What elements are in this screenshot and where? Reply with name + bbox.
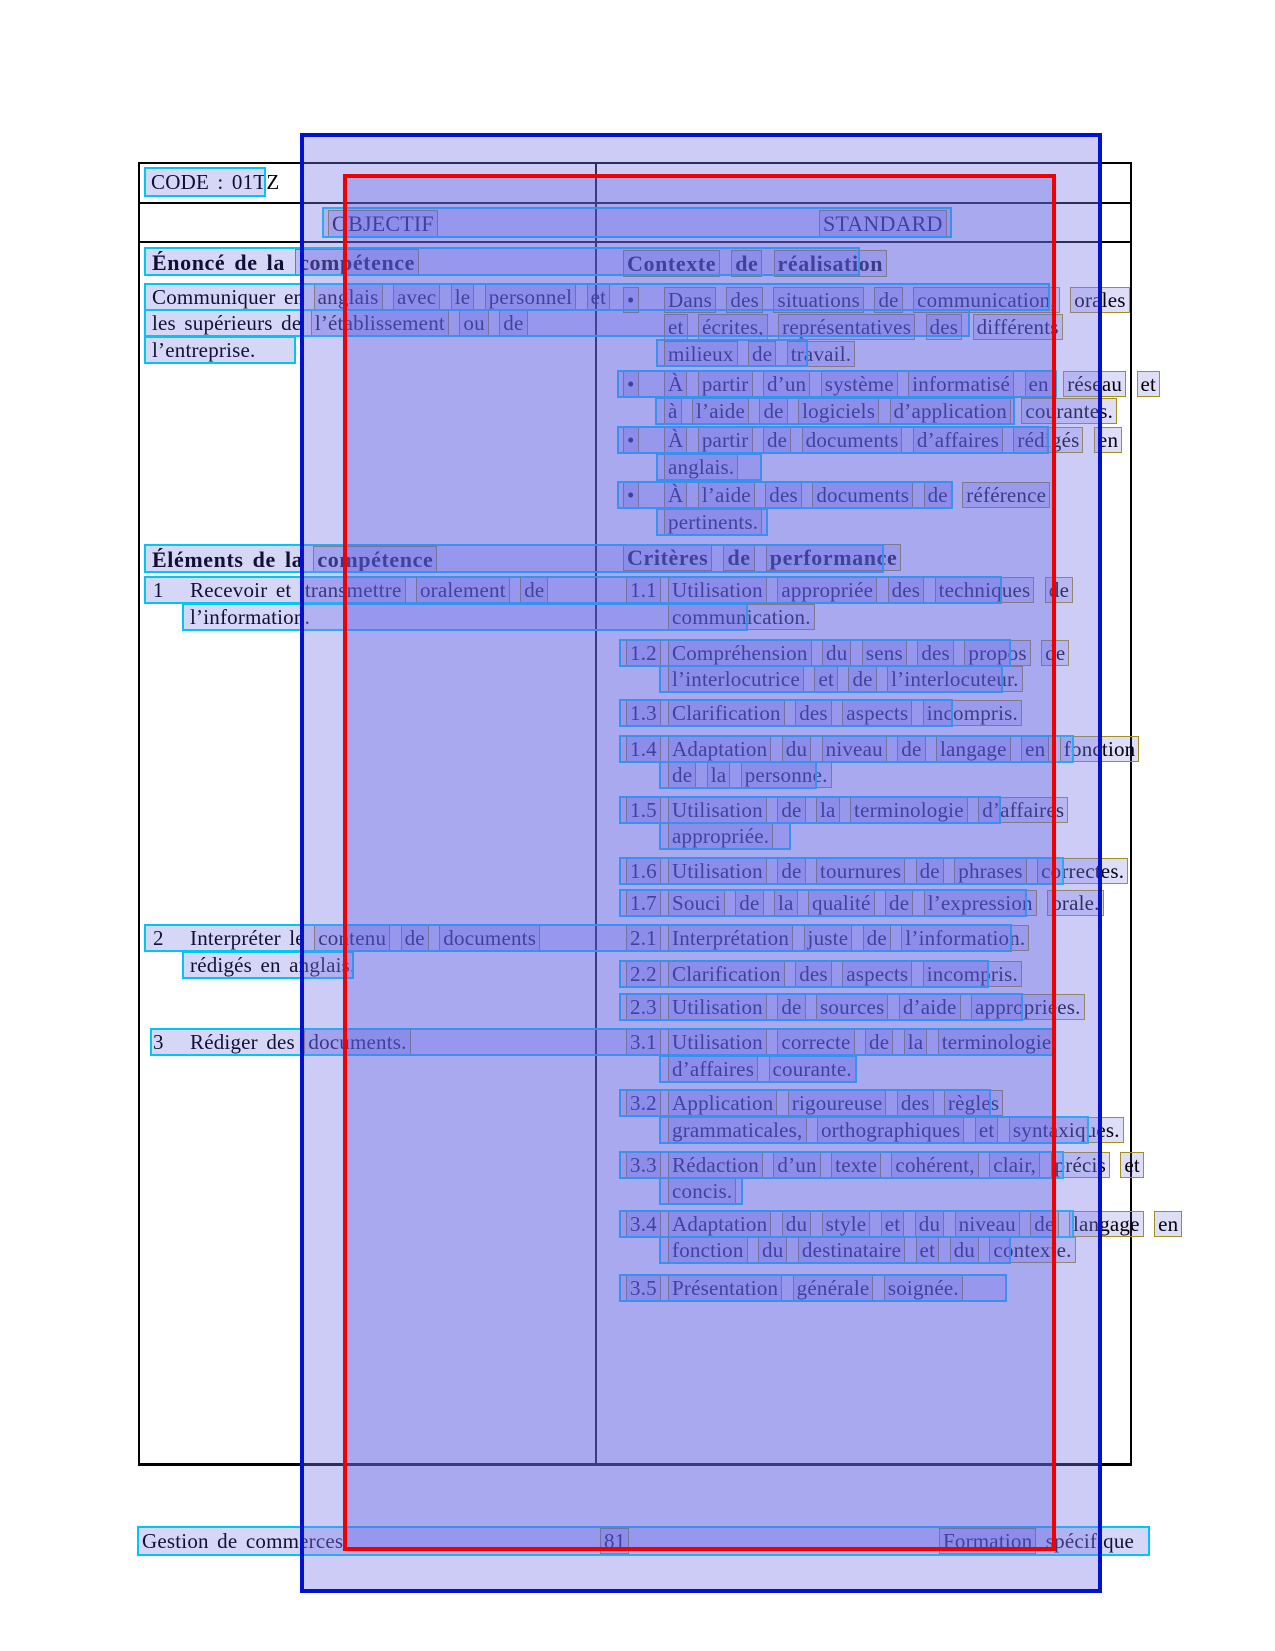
ocr-word-box: en (1094, 427, 1122, 453)
ocr-word-box: d’un (773, 1152, 820, 1178)
ocr-word-box: correctes. (1037, 858, 1128, 884)
ocr-word-box: rigoureuse (788, 1090, 887, 1116)
ocr-word-box: et (814, 666, 838, 692)
ocr-word-box: Critères (623, 544, 712, 571)
ocr-word-box: Rédaction (668, 1152, 763, 1178)
ocr-word-box: et (881, 1211, 905, 1237)
ocr-word-box: ou (459, 310, 488, 336)
ocr-word-box: d’affaires (668, 1056, 758, 1082)
ocr-word-box: Souci (668, 890, 725, 916)
ocr-word-box: courante. (769, 1056, 856, 1082)
statement-line: l’entreprise. (152, 338, 256, 362)
ocr-word-box: incompris. (923, 700, 1022, 726)
footer-program-name: Gestion de commerces (142, 1529, 344, 1553)
ocr-word-box: de (777, 797, 805, 823)
ocr-word-box: qualité (808, 890, 875, 916)
ocr-word-box: des (765, 482, 802, 508)
ocr-word-box: transmettre (301, 577, 406, 603)
ocr-word-box: À (664, 371, 687, 397)
ocr-word-box: de (1045, 577, 1073, 603)
ocr-word-box: de (763, 427, 791, 453)
ocr-word-box: documents. (304, 1029, 410, 1055)
ocr-word-box: • (623, 287, 639, 313)
ocr-word-box: réalisation (774, 250, 888, 277)
ocr-word-box: de (748, 341, 776, 367)
ocr-word-box: référence (962, 482, 1050, 508)
ocr-word-box: de (777, 858, 805, 884)
ocr-word-box: Interprétation (668, 925, 793, 951)
ocr-word-box: techniques (935, 577, 1035, 603)
ocr-word-box: précis (1051, 1152, 1110, 1178)
ocr-word-box: • (623, 427, 639, 453)
ocr-word-box: 1.4 (626, 736, 661, 762)
ocr-word-box: de (897, 736, 925, 762)
ocr-word-box: en (1154, 1211, 1182, 1237)
ocr-word-box: style (822, 1211, 871, 1237)
ocr-word-box: contexte. (989, 1237, 1075, 1263)
ocr-word-box: du (822, 640, 851, 666)
ocr-word-box: • (623, 482, 639, 508)
ocr-word-box: À (664, 482, 687, 508)
ocr-word-box: Adaptation (668, 736, 771, 762)
ocr-word-box: communication, (913, 287, 1060, 313)
ocr-word-box: Adaptation (668, 1211, 771, 1237)
ocr-word-box: syntaxiques. (1009, 1117, 1124, 1143)
ocr-word-box: en (1021, 736, 1049, 762)
ocr-word-box: des (795, 700, 832, 726)
ocr-word-box: orthographiques (817, 1117, 964, 1143)
ocr-word-box: l’information. (901, 925, 1029, 951)
ocr-word-box: Contexte (623, 250, 720, 277)
ocr-word-box: d’affaires (978, 797, 1068, 823)
element-item-line: Rédiger des documents. (190, 1029, 412, 1056)
statement-line: les supérieurs de l’établissement ou de (152, 310, 529, 337)
ocr-word-box: et (1120, 1152, 1144, 1178)
ocr-word-box: clair, (989, 1152, 1040, 1178)
ocr-word-box: partir (698, 371, 753, 397)
ocr-word-box: la (707, 762, 731, 788)
ocr-word-box: incompris. (923, 961, 1022, 987)
ocr-word-box: 3.2 (626, 1090, 661, 1116)
ocr-word-box: orales (1070, 287, 1129, 313)
ocr-word-box: des (795, 961, 832, 987)
ocr-word-box: 3.1 (626, 1029, 661, 1055)
ocr-word-box: Présentation (668, 1275, 782, 1301)
ocr-word-box: de (865, 1029, 893, 1055)
ocr-word-box: 1.2 (626, 640, 661, 666)
ocr-word-box: des (926, 314, 963, 340)
ocr-word-box: de (731, 250, 762, 277)
ocr-word-box: sources (816, 994, 888, 1020)
ocr-word-box: à (664, 398, 682, 424)
element-item-line: Interpréter le contenu de documents (190, 925, 541, 952)
ocr-word-box: milieux (664, 341, 738, 367)
ocr-word-box: la (904, 1029, 928, 1055)
ocr-word-box: de (777, 994, 805, 1020)
ocr-word-box: et (1137, 371, 1161, 397)
ocr-word-box: anglais (314, 284, 383, 310)
ocr-word-box: de (401, 925, 429, 951)
ocr-word-box: 3.4 (626, 1211, 661, 1237)
ocr-word-box: personne. (741, 762, 832, 788)
ocr-word-box: Utilisation (668, 994, 767, 1020)
ocr-word-box: juste (804, 925, 853, 951)
ocr-word-box: propos (964, 640, 1030, 666)
ocr-word-box: réseau (1063, 371, 1126, 397)
ocr-word-box: des (888, 577, 925, 603)
ocr-word-box: Clarification (668, 961, 785, 987)
footer-section-name: Formation spécifique (938, 1528, 1134, 1555)
ocr-word-box: de (863, 925, 891, 951)
ocr-word-box: Dans (664, 287, 716, 313)
ocr-word-box: Utilisation (668, 577, 767, 603)
ocr-word-box: de (848, 666, 876, 692)
ocr-word-box: travail. (787, 341, 856, 367)
ocr-word-box: documents (802, 427, 903, 453)
code-label: CODE : 01TZ (151, 170, 280, 194)
ocr-word-box: 1.3 (626, 700, 661, 726)
ocr-word-box: de (499, 310, 527, 336)
ocr-word-box: aspects (842, 961, 912, 987)
ocr-word-box: d’affaires (913, 427, 1003, 453)
ocr-word-box: du (782, 736, 811, 762)
ocr-word-box: informatisé (908, 371, 1014, 397)
element-item-number: 3 (153, 1030, 164, 1054)
ocr-word-box: fonction (668, 1237, 748, 1263)
ocr-word-box: d’application (890, 398, 1011, 424)
ocr-word-box: documents (812, 482, 913, 508)
elements-title: Éléments de la compétence (152, 546, 438, 573)
ocr-word-box: de (885, 890, 913, 916)
ocr-word-box: niveau (955, 1211, 1020, 1237)
ocr-word-box: courantes. (1021, 398, 1117, 424)
ocr-word-box: de (1030, 1211, 1058, 1237)
ocr-word-box: générale (793, 1275, 874, 1301)
ocr-word-box: aspects (842, 700, 912, 726)
element-item-number: 1 (153, 578, 164, 602)
ocr-word-box: fonction (1060, 736, 1140, 762)
ocr-word-box: de (735, 890, 763, 916)
ocr-word-box: de (874, 287, 902, 313)
ocr-word-box: des (917, 640, 954, 666)
ocr-word-box: des (726, 287, 763, 313)
ocr-word-box: partir (698, 427, 753, 453)
ocr-word-box: concis. (668, 1178, 736, 1204)
ocr-word-box: l’établissement (311, 310, 449, 336)
ocr-word-box: texte (831, 1152, 881, 1178)
ocr-word-box: Clarification (668, 700, 785, 726)
ocr-word-box: soignée. (884, 1275, 963, 1301)
ocr-word-box: et (664, 314, 688, 340)
ocr-word-box: appropriées. (971, 994, 1085, 1020)
ocr-word-box: et (587, 284, 611, 310)
ocr-word-box: du (950, 1237, 979, 1263)
element-item-number: 2 (153, 926, 164, 950)
ocr-word-box: de (520, 577, 548, 603)
ocr-word-box: de (723, 544, 754, 571)
ocr-word-box: règles (944, 1090, 1003, 1116)
ocr-word-box: Application (668, 1090, 777, 1116)
ocr-word-box: l’expression (924, 890, 1037, 916)
ocr-word-box: système (821, 371, 898, 397)
ocr-word-box: niveau (822, 736, 887, 762)
ocr-word-box: langage (1069, 1211, 1144, 1237)
ocr-word-box: oralement (416, 577, 510, 603)
ocr-word-box: Utilisation (668, 1029, 767, 1055)
statement-line: Communiquer en anglais avec le personnel et (152, 284, 611, 311)
ocr-word-box: terminologie (850, 797, 968, 823)
ocr-word-box: la (816, 797, 840, 823)
ocr-word-box: • (623, 371, 639, 397)
ocr-word-box: 1.1 (626, 577, 661, 603)
element-item-line: Recevoir et transmettre oralement de (190, 577, 549, 604)
ocr-word-box: OBJECTIF (328, 210, 438, 237)
ocr-word-box: différents (973, 314, 1063, 340)
ocr-word-box: du (758, 1237, 787, 1263)
ocr-word-box: langage (936, 736, 1011, 762)
ocr-word-box: STANDARD (819, 210, 947, 237)
ocr-word-box: rédigés (1013, 427, 1083, 453)
ocr-word-box: de (759, 398, 787, 424)
ocr-word-box: 3.5 (626, 1275, 661, 1301)
ocr-word-box: représentatives (778, 314, 915, 340)
ocr-word-box: tournures (816, 858, 905, 884)
ocr-line-box (144, 167, 266, 197)
ocr-word-box: du (782, 1211, 811, 1237)
ocr-word-box: l’interlocutrice (668, 666, 804, 692)
ocr-word-box: compétence (295, 249, 419, 276)
ocr-word-box: l’aide (698, 482, 755, 508)
ocr-word-box: compétence (313, 546, 437, 573)
ocr-word-box: terminologie (938, 1029, 1056, 1055)
ocr-word-box: performance (766, 544, 902, 571)
table-border-left (138, 162, 140, 1466)
ocr-word-box: appropriée (777, 577, 877, 603)
ocr-word-box: 2.2 (626, 961, 661, 987)
ocr-word-box: personnel (485, 284, 576, 310)
ocr-word-box: sens (862, 640, 907, 666)
ocr-word-box: correcte (777, 1029, 854, 1055)
ocr-word-box: 81 (600, 1528, 629, 1554)
ocr-line-box (144, 336, 296, 364)
ocr-word-box: et (975, 1117, 999, 1143)
ocr-word-box: d’un (763, 371, 810, 397)
ocr-word-box: logiciels (798, 398, 879, 424)
element-item-line: l’information. (190, 605, 311, 629)
ocr-word-box: situations (773, 287, 864, 313)
ocr-word-box: 1.6 (626, 858, 661, 884)
ocr-word-box: 3.3 (626, 1152, 661, 1178)
ocr-word-box: documents (439, 925, 540, 951)
ocr-word-box: destinataire (798, 1237, 905, 1263)
ocr-word-box: 1.7 (626, 890, 661, 916)
layout-region-red-overlay (343, 174, 1056, 1551)
ocr-word-box: 2.3 (626, 994, 661, 1020)
ocr-word-box: d’aide (899, 994, 961, 1020)
ocr-word-box: avec (393, 284, 440, 310)
ocr-word-box: contenu (314, 925, 390, 951)
table-border-right (1130, 162, 1132, 1466)
ocr-word-box: et (916, 1237, 940, 1263)
ocr-word-box: Formation (939, 1528, 1036, 1554)
ocr-word-box: anglais. (664, 454, 738, 480)
ocr-word-box: des (897, 1090, 934, 1116)
ocr-word-box: de (916, 858, 944, 884)
ocr-word-box: la (774, 890, 798, 916)
ocr-word-box: de (668, 762, 696, 788)
ocr-word-box: pertinents. (664, 509, 762, 535)
ocr-word-box: écrites, (698, 314, 768, 340)
ocr-word-box: de (924, 482, 952, 508)
ocr-word-box: orale. (1047, 890, 1103, 916)
ocr-word-box: appropriée. (668, 823, 773, 849)
element-item-line: rédigés en anglais. (190, 953, 356, 977)
ocr-word-box: 1.5 (626, 797, 661, 823)
ocr-word-box: du (915, 1211, 944, 1237)
enonce-title: Énoncé de la compétence (152, 249, 420, 276)
ocr-word-box: grammaticales, (668, 1117, 807, 1143)
ocr-word-box: l’aide (692, 398, 749, 424)
ocr-word-box: Utilisation (668, 797, 767, 823)
ocr-word-box: de (1041, 640, 1069, 666)
ocr-word-box: Utilisation (668, 858, 767, 884)
ocr-word-box: 2.1 (626, 925, 661, 951)
ocr-word-box: le (451, 284, 475, 310)
ocr-word-box: en (1025, 371, 1053, 397)
ocr-word-box: À (664, 427, 687, 453)
ocr-word-box: l’interlocuteur. (887, 666, 1022, 692)
ocr-word-box: cohérent, (891, 1152, 978, 1178)
ocr-word-box: phrases (954, 858, 1026, 884)
ocr-word-box: communication. (668, 604, 815, 630)
ocr-word-box: Compréhension (668, 640, 812, 666)
